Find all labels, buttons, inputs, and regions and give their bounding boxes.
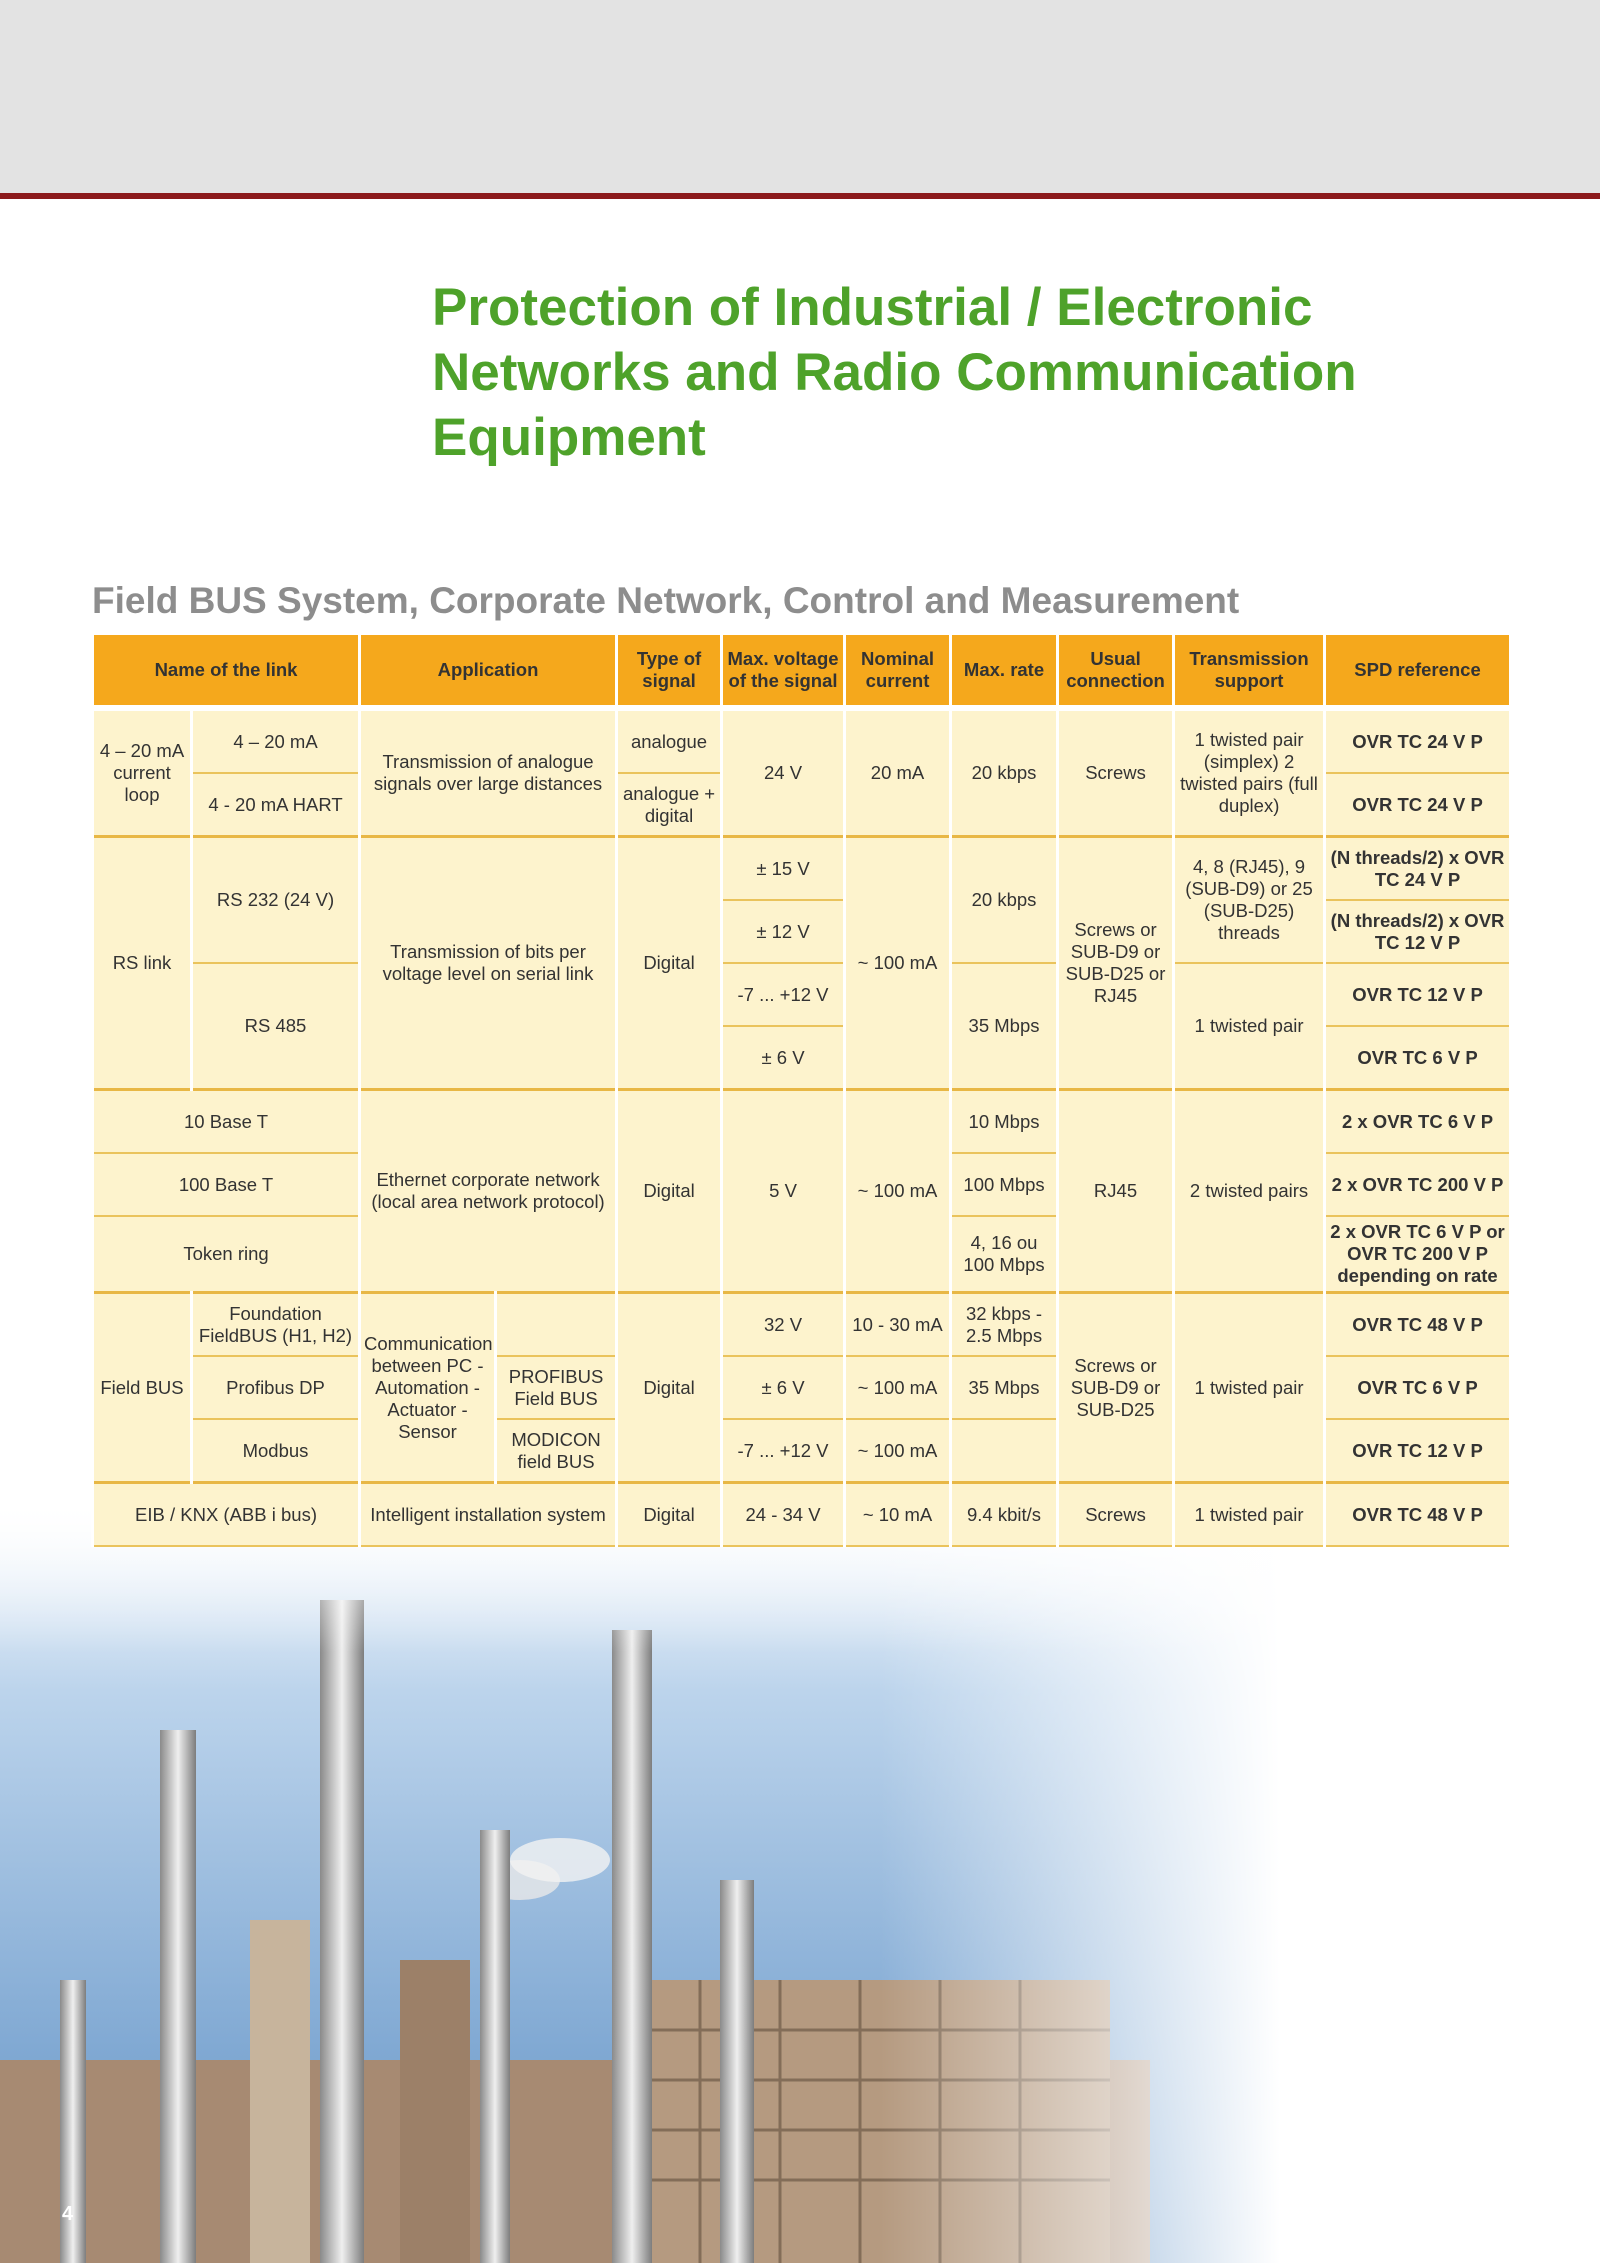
eth-rate-1: 10 Mbps (951, 1090, 1058, 1154)
fb-rate-2: 35 Mbps (951, 1356, 1058, 1419)
eth-voltage: 5 V (722, 1090, 845, 1293)
loop-type-2: analogue + digital (617, 773, 722, 837)
rs-type: Digital (617, 837, 722, 1090)
header-support: Transmission support (1174, 634, 1325, 707)
eib-current: ~ 10 mA (845, 1483, 951, 1547)
loop-sub-1: 4 – 20 mA (192, 711, 360, 773)
fb-spd-3: OVR TC 12 V P (1325, 1419, 1511, 1483)
loop-connection: Screws (1058, 711, 1174, 837)
header-application: Application (360, 634, 617, 707)
eib-connection: Screws (1058, 1483, 1174, 1547)
rs-voltage-4: ± 6 V (722, 1026, 845, 1090)
header-rate: Max. rate (951, 634, 1058, 707)
fb-voltage-3: -7 ... +12 V (722, 1419, 845, 1483)
title-line-1: Protection of Industrial / Electronic (432, 278, 1313, 337)
loop-spd-2: OVR TC 24 V P (1325, 773, 1511, 837)
eth-rate-3: 4, 16 ou 100 Mbps (951, 1216, 1058, 1293)
fb-current-1: 10 - 30 mA (845, 1293, 951, 1357)
fb-voltage-2: ± 6 V (722, 1356, 845, 1419)
fb-support: 1 twisted pair (1174, 1293, 1325, 1483)
eth-spd-1: 2 x OVR TC 6 V P (1325, 1090, 1511, 1154)
table-row (93, 1293, 1511, 1357)
eth-application: Ethernet corporate network (local area network protocol) (360, 1090, 617, 1293)
eib-voltage: 24 - 34 V (722, 1483, 845, 1547)
rs-voltage-1: ± 15 V (722, 837, 845, 901)
loop-spd-1: OVR TC 24 V P (1325, 711, 1511, 773)
rs-voltage-3: -7 ... +12 V (722, 963, 845, 1026)
header-name: Name of the link (93, 634, 360, 707)
page-title (432, 275, 1532, 470)
rs-sub-2: RS 485 (192, 963, 360, 1090)
table-row (93, 1090, 1511, 1154)
header-current: Nominal current (845, 634, 951, 707)
table-header-row (93, 634, 1511, 707)
rs-spd-4: OVR TC 6 V P (1325, 1026, 1511, 1090)
field-bus-table (91, 632, 1512, 1547)
rs-sub-1: RS 232 (24 V) (192, 837, 360, 964)
table-row (93, 837, 1511, 901)
rs-current: ~ 100 mA (845, 837, 951, 1090)
rs-rate-2: 35 Mbps (951, 963, 1058, 1090)
eth-connection: RJ45 (1058, 1090, 1174, 1293)
eth-spd-3: 2 x OVR TC 6 V P or OVR TC 200 V P depending on rate (1325, 1216, 1511, 1293)
fb-rate-3 (951, 1419, 1058, 1483)
fb-spd-2: OVR TC 6 V P (1325, 1356, 1511, 1419)
industrial-plant-photo (0, 1500, 1600, 2263)
header-spd: SPD reference (1325, 634, 1511, 707)
rs-spd-1: (N threads/2) x OVR TC 24 V P (1325, 837, 1511, 901)
eth-name-1: 10 Base T (93, 1090, 360, 1154)
eth-support: 2 twisted pairs (1174, 1090, 1325, 1293)
loop-type-1: analogue (617, 711, 722, 773)
eib-rate: 9.4 kbit/s (951, 1483, 1058, 1547)
fb-sub-3: Modbus (192, 1419, 360, 1483)
eib-application: Intelligent installation system (360, 1483, 617, 1547)
fb-current-2: ~ 100 mA (845, 1356, 951, 1419)
title-line-2: Networks and Radio Communication (432, 343, 1357, 402)
table-row (93, 711, 1511, 773)
fb-type: Digital (617, 1293, 722, 1483)
rs-support-1: 4, 8 (RJ45), 9 (SUB-D9) or 25 (SUB-D25) threads (1174, 837, 1325, 964)
loop-voltage: 24 V (722, 711, 845, 837)
eth-name-3: Token ring (93, 1216, 360, 1293)
rs-rate-1: 20 kbps (951, 837, 1058, 964)
rs-group: RS link (93, 837, 192, 1090)
eth-spd-2: 2 x OVR TC 200 V P (1325, 1153, 1511, 1216)
loop-application: Transmission of analogue signals over large distances (360, 711, 617, 837)
header-voltage: Max. voltage of the signal (722, 634, 845, 707)
eib-spd: OVR TC 48 V P (1325, 1483, 1511, 1547)
eib-name: EIB / KNX (ABB i bus) (93, 1483, 360, 1547)
fb-sub-1: Foundation FieldBUS (H1, H2) (192, 1293, 360, 1357)
fb-app-2: PROFIBUS Field BUS (496, 1356, 617, 1419)
loop-support: 1 twisted pair (simplex) 2 twisted pairs (full duplex) (1174, 711, 1325, 837)
title-line-3: Equipment (432, 408, 706, 467)
loop-current: 20 mA (845, 711, 951, 837)
eth-rate-2: 100 Mbps (951, 1153, 1058, 1216)
header-connection: Usual connection (1058, 634, 1174, 707)
page-number: 4 (62, 2203, 74, 2225)
eth-type: Digital (617, 1090, 722, 1293)
fb-voltage-1: 32 V (722, 1293, 845, 1357)
fb-app-3: MODICON field BUS (496, 1419, 617, 1483)
loop-rate: 20 kbps (951, 711, 1058, 837)
top-band (0, 0, 1600, 193)
eth-name-2: 100 Base T (93, 1153, 360, 1216)
loop-sub-2: 4 - 20 mA HART (192, 773, 360, 837)
header-type: Type of signal (617, 634, 722, 707)
header-rule (0, 193, 1600, 199)
fb-current-3: ~ 100 mA (845, 1419, 951, 1483)
loop-group: 4 – 20 mA current loop (93, 711, 192, 837)
rs-spd-3: OVR TC 12 V P (1325, 963, 1511, 1026)
fb-app-1 (496, 1293, 617, 1357)
rs-connection: Screws or SUB-D9 or SUB-D25 or RJ45 (1058, 837, 1174, 1090)
rs-spd-2: (N threads/2) x OVR TC 12 V P (1325, 900, 1511, 963)
fb-connection: Screws or SUB-D9 or SUB-D25 (1058, 1293, 1174, 1483)
fb-group: Field BUS (93, 1293, 192, 1483)
rs-voltage-2: ± 12 V (722, 900, 845, 963)
fb-application: Communication between PC - Automation - Actuator - Sensor (360, 1293, 496, 1483)
rs-application: Transmission of bits per voltage level on serial link (360, 837, 617, 1090)
table-row (93, 963, 1511, 1026)
eth-current: ~ 100 mA (845, 1090, 951, 1293)
eib-type: Digital (617, 1483, 722, 1547)
eib-support: 1 twisted pair (1174, 1483, 1325, 1547)
fb-spd-1: OVR TC 48 V P (1325, 1293, 1511, 1357)
fb-rate-1: 32 kbps - 2.5 Mbps (951, 1293, 1058, 1357)
fb-sub-2: Profibus DP (192, 1356, 360, 1419)
rs-support-2: 1 twisted pair (1174, 963, 1325, 1090)
section-subtitle: Field BUS System, Corporate Network, Control and Measurement (92, 580, 1240, 621)
table-row (93, 1483, 1511, 1547)
